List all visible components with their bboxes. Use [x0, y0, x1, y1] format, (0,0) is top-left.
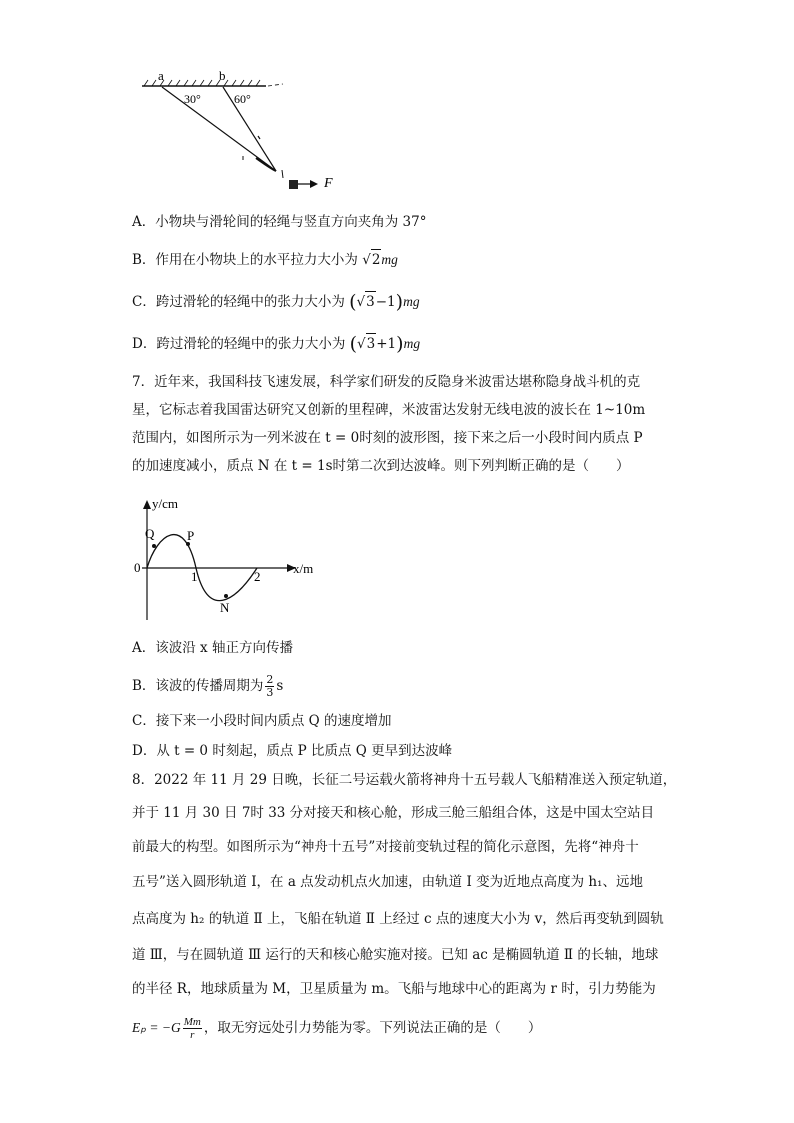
pulley-figure — [138, 66, 348, 196]
tick-2-label: 2 — [254, 569, 261, 584]
q6-option-b-root: 2 — [371, 249, 382, 270]
angle-b-label: 60° — [234, 92, 251, 106]
q6-option-b — [132, 249, 398, 270]
q6-option-c-root: 3 — [365, 291, 376, 312]
point-n — [224, 594, 228, 598]
q6-option-c-unit: mg — [403, 294, 420, 309]
force-label: F — [324, 176, 333, 191]
q6-option-b-unit: mg — [381, 252, 398, 267]
q8-line-1: 8．2022 年 11 月 29 日晚，长征二号运载火箭将神舟十五号载人飞船精准送入预定轨道， — [132, 772, 677, 788]
q7-option-b — [132, 674, 283, 699]
q7-line-3: 范围内，如图所示为一列米波在 t = 0时刻的波形图，接下来之后一小段时间内质点 P — [132, 430, 643, 446]
q7-option-a: A．该波沿 x 轴正方向传播 — [132, 640, 293, 656]
fraction — [183, 1016, 202, 1041]
point-n-label: N — [220, 600, 230, 615]
fraction-den: r — [190, 1029, 195, 1041]
point-p-label: P — [187, 528, 195, 543]
block — [289, 180, 298, 189]
q6-option-d-root: 3 — [366, 333, 377, 354]
origin-label: 0 — [134, 560, 141, 575]
wave-figure — [130, 492, 330, 622]
x-axis-label: x/m — [293, 561, 314, 576]
q6-option-d-op: +1 — [376, 336, 397, 352]
q8-line-5: 点高度为 h₂ 的轨道 Ⅱ 上，飞船在轨道 Ⅱ 上经过 c 点的速度大小为 v，然后再变轨到圆轨 — [132, 911, 664, 927]
q7-line-4: 的加速度减小，质点 N 在 t = 1s时第二次到达波峰。则下列判断正确的是（ ） — [132, 458, 630, 474]
q6-option-a: A．小物块与滑轮间的轻绳与竖直方向夹角为 37° — [132, 214, 427, 230]
q6-option-c: C．跨过滑轮的轻绳中的张力大小为 (√3−1)mg — [132, 291, 420, 313]
fraction-den: 3 — [266, 686, 274, 699]
q8-line-8 — [132, 1016, 541, 1041]
q7-option-b-unit: s — [276, 678, 284, 694]
q8-line-4: 五号”送入圆形轨道 Ⅰ，在 a 点发动机点火加速，由轨道 Ⅰ 变为近地点高度为 h₁、远地 — [132, 874, 643, 890]
point-q — [152, 544, 156, 548]
q6-option-b-text: B．作用在小物块上的水平拉力大小为 — [132, 252, 363, 268]
q6-option-c-text: C．跨过滑轮的轻绳中的张力大小为 — [132, 294, 350, 310]
fraction-num: Mm — [183, 1016, 201, 1028]
q6-option-c-op: −1 — [375, 294, 396, 310]
y-axis-label: y/cm — [152, 496, 178, 511]
point-q-label: Q — [145, 526, 155, 541]
angle-a-label: 30° — [184, 92, 201, 106]
q6-option-d-text: D．跨过滑轮的轻绳中的张力大小为 — [132, 336, 350, 352]
q8-line-6: 道 Ⅲ，与在圆轨道 Ⅲ 运行的天和核心舱实施对接。已知 ac 是椭圆轨道 Ⅱ 的长轴，地球 — [132, 947, 659, 963]
q7-option-b-text: B．该波的传播周期为 — [132, 678, 264, 694]
fraction-num: 2 — [266, 673, 274, 686]
q7-option-c: C．接下来一小段时间内质点 Q 的速度增加 — [132, 713, 392, 729]
q8-line-2: 并于 11 月 30 日 7时 33 分对接天和核心舱，形成三舱三船组合体，这是中国太空站目 — [132, 805, 655, 821]
q6-option-d-unit: mg — [403, 336, 421, 351]
q7-line-1: 7．近年来，我国科技飞速发展，科学家们研发的反隐身米波雷达堪称隐身战斗机的克 — [132, 374, 641, 390]
sqrt-icon: √ — [356, 294, 366, 310]
q8-line-8-text: ，取无穷远处引力势能为零。下列说法正确的是（ ） — [203, 1020, 542, 1036]
q8-line-3: 前最大的构型。如图所示为“神舟十五号”对接前变轨过程的简化示意图，先将“神舟十 — [132, 839, 639, 855]
q7-option-d: D．从 t = 0 时刻起，质点 P 比质点 Q 更早到达波峰 — [132, 743, 453, 759]
label-b: b — [219, 68, 226, 83]
sqrt-icon: √ — [362, 252, 371, 268]
tick-1-label: 1 — [191, 569, 198, 584]
fraction — [265, 674, 274, 699]
q7-line-2: 星，它标志着我国雷达研究又创新的里程碑，米波雷达发射无线电波的波长在 1~10m — [132, 402, 646, 418]
q6-option-d: D．跨过滑轮的轻绳中的张力大小为 (√3+1)mg — [132, 333, 421, 355]
sqrt-icon: √ — [357, 336, 366, 352]
q8-line-7: 的半径 R，地球质量为 M，卫星质量为 m。飞船与地球中心的距离为 r 时，引力势能为 — [132, 981, 656, 997]
potential-energy-symbol: Eₚ = −G — [132, 1020, 181, 1035]
label-a: a — [158, 68, 164, 83]
